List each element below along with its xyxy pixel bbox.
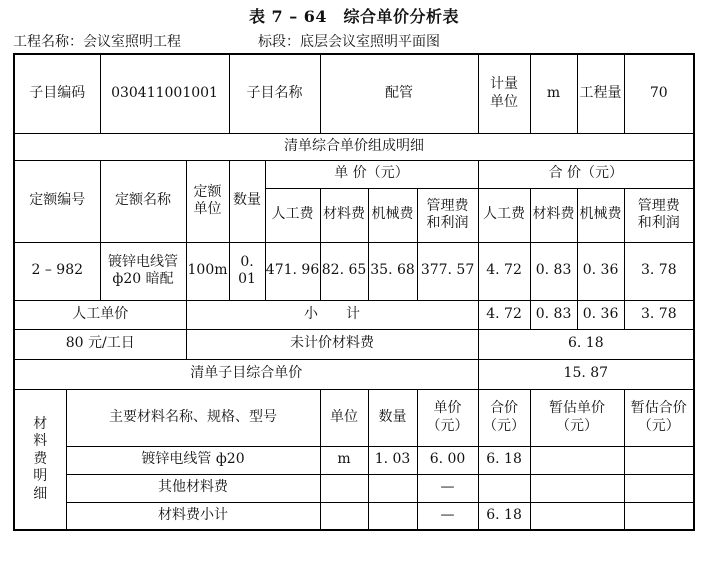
quota-unit: 100m: [186, 242, 229, 300]
composition-title: 清单综合单价组成明细: [14, 133, 694, 160]
composite-price-label: 清单子目综合单价: [14, 359, 478, 389]
tp-machine: 0. 36: [577, 242, 624, 300]
up-machine: 35. 68: [368, 242, 417, 300]
item-code-label: 子目编码: [14, 54, 100, 133]
subtotal-machine: 0. 36: [577, 300, 624, 329]
header-row: [14, 54, 694, 133]
material-row: [14, 474, 694, 502]
material-name-header: 主要材料名称、规格、型号: [66, 389, 320, 446]
material-price: —: [417, 502, 478, 530]
material-total-line1: 合价: [490, 400, 519, 416]
material-total: 6. 18: [478, 446, 530, 474]
material-header-row: [14, 389, 694, 446]
material-name: 其他材料费: [66, 474, 320, 502]
unit-value: m: [530, 54, 577, 133]
material-name: 材料费小计: [66, 502, 320, 530]
composition-title-row: [14, 133, 694, 160]
quota-name: [100, 242, 186, 300]
unit-price-group-header: 单 价（元）: [265, 160, 478, 188]
subtotal-material: 0. 83: [530, 300, 577, 329]
tp-material-header: 材料费: [530, 188, 577, 242]
material-unit-header: 单位: [320, 389, 368, 446]
quota-code: 2 – 982: [14, 242, 100, 300]
material-total: [478, 474, 530, 502]
subtotal-labor: 4. 72: [478, 300, 530, 329]
material-unit: m: [320, 446, 368, 474]
tp-mgmt-header: [624, 188, 694, 242]
tp-material: 0. 83: [530, 242, 577, 300]
quota-amount: 0. 01: [229, 242, 265, 300]
material-est-total-line2: （元）: [637, 417, 680, 434]
tp-mgmt: 3. 78: [624, 242, 694, 300]
material-detail-side-label: [14, 389, 66, 530]
material-est-price-header: [530, 389, 624, 446]
material-est-total: [624, 474, 694, 502]
unpriced-material-label: 未计价材料费: [186, 329, 478, 359]
side-char-3: 费: [33, 450, 48, 467]
material-total: 6. 18: [478, 502, 530, 530]
up-material-header: 材料费: [320, 188, 368, 242]
project-name: 工程名称：会议室照明工程: [13, 34, 181, 50]
material-est-total-line1: 暂估合价: [630, 400, 687, 416]
item-name-value: 配管: [320, 54, 478, 133]
material-unit: [320, 502, 368, 530]
material-total-header: [478, 389, 530, 446]
subtotal-label: 小 计: [186, 300, 478, 329]
material-est-price: [530, 446, 624, 474]
quota-name-line1: 镀锌电线管: [108, 253, 178, 270]
up-mgmt-line2: 和利润: [426, 215, 469, 231]
material-amount: [368, 474, 417, 502]
tp-mgmt-line1: 管理费: [637, 197, 680, 214]
material-row: [14, 502, 694, 530]
side-char-1: 材: [33, 415, 48, 432]
quota-row: [14, 242, 694, 300]
unpriced-material-row: [14, 329, 694, 359]
quota-unit-line2: 单位: [193, 201, 222, 217]
total-price-group-header: 合 价（元）: [478, 160, 694, 188]
quota-unit-header: [186, 160, 229, 242]
unit-price-analysis-table: [13, 53, 695, 531]
unpriced-material-value: 6. 18: [478, 329, 694, 359]
material-price-line1: 单价: [433, 400, 462, 416]
material-row: [14, 446, 694, 474]
composite-price-value: 15. 87: [478, 359, 694, 389]
material-est-total-header: [624, 389, 694, 446]
material-price-line2: （元）: [426, 417, 469, 434]
material-price: 6. 00: [417, 446, 478, 474]
up-labor-header: 人工费: [265, 188, 320, 242]
up-labor: 471. 96: [265, 242, 320, 300]
material-name: 镀锌电线管 ф20: [66, 446, 320, 474]
labor-rate: 80 元/工日: [14, 329, 186, 359]
material-amount: [368, 502, 417, 530]
subtotal-row: [14, 300, 694, 329]
side-char-4: 明: [33, 468, 48, 484]
material-amount: 1. 03: [368, 446, 417, 474]
up-mgmt-line1: 管理费: [426, 197, 469, 214]
up-mgmt-header: [417, 188, 478, 242]
labor-unit-price-label: 人工单价: [14, 300, 186, 329]
tp-labor-header: 人工费: [478, 188, 530, 242]
table-title: 表 7 – 64 综合单价分析表: [248, 7, 460, 26]
unit-label-line2: 单位: [490, 93, 519, 110]
material-price: —: [417, 474, 478, 502]
material-unit: [320, 474, 368, 502]
up-material: 82. 65: [320, 242, 368, 300]
material-est-price: [530, 474, 624, 502]
material-est-price: [530, 502, 624, 530]
material-price-header: [417, 389, 478, 446]
quota-code-header: 定额编号: [14, 160, 100, 242]
subtotal-mgmt: 3. 78: [624, 300, 694, 329]
material-est-total: [624, 446, 694, 474]
quantity-label: 工程量: [577, 54, 624, 133]
column-header-row: [14, 160, 694, 188]
quantity-value: 70: [624, 54, 694, 133]
tp-machine-header: 机械费: [577, 188, 624, 242]
material-total-line2: （元）: [483, 417, 526, 434]
tp-labor: 4. 72: [478, 242, 530, 300]
quota-unit-line1: 定额: [193, 183, 222, 200]
side-char-5: 细: [33, 485, 48, 502]
unit-label-line1: 计量: [490, 76, 519, 93]
section-name: 标段：底层会议室照明平面图: [258, 34, 440, 50]
item-name-label: 子目名称: [229, 54, 320, 133]
quota-name-header: 定额名称: [100, 160, 186, 242]
amount-header: 数量: [229, 160, 265, 242]
quota-name-line2: ф20 暗配: [112, 271, 174, 287]
side-char-2: 料: [33, 433, 48, 449]
up-mgmt: 377. 57: [417, 242, 478, 300]
item-code-value: 030411001001: [100, 54, 229, 133]
material-est-total: [624, 502, 694, 530]
composite-price-row: [14, 359, 694, 389]
material-est-price-line2: （元）: [556, 417, 599, 434]
material-est-price-line1: 暂估单价: [549, 400, 606, 416]
material-amount-header: 数量: [368, 389, 417, 446]
unit-label: [478, 54, 530, 133]
tp-mgmt-line2: 和利润: [637, 215, 680, 231]
up-machine-header: 机械费: [368, 188, 417, 242]
